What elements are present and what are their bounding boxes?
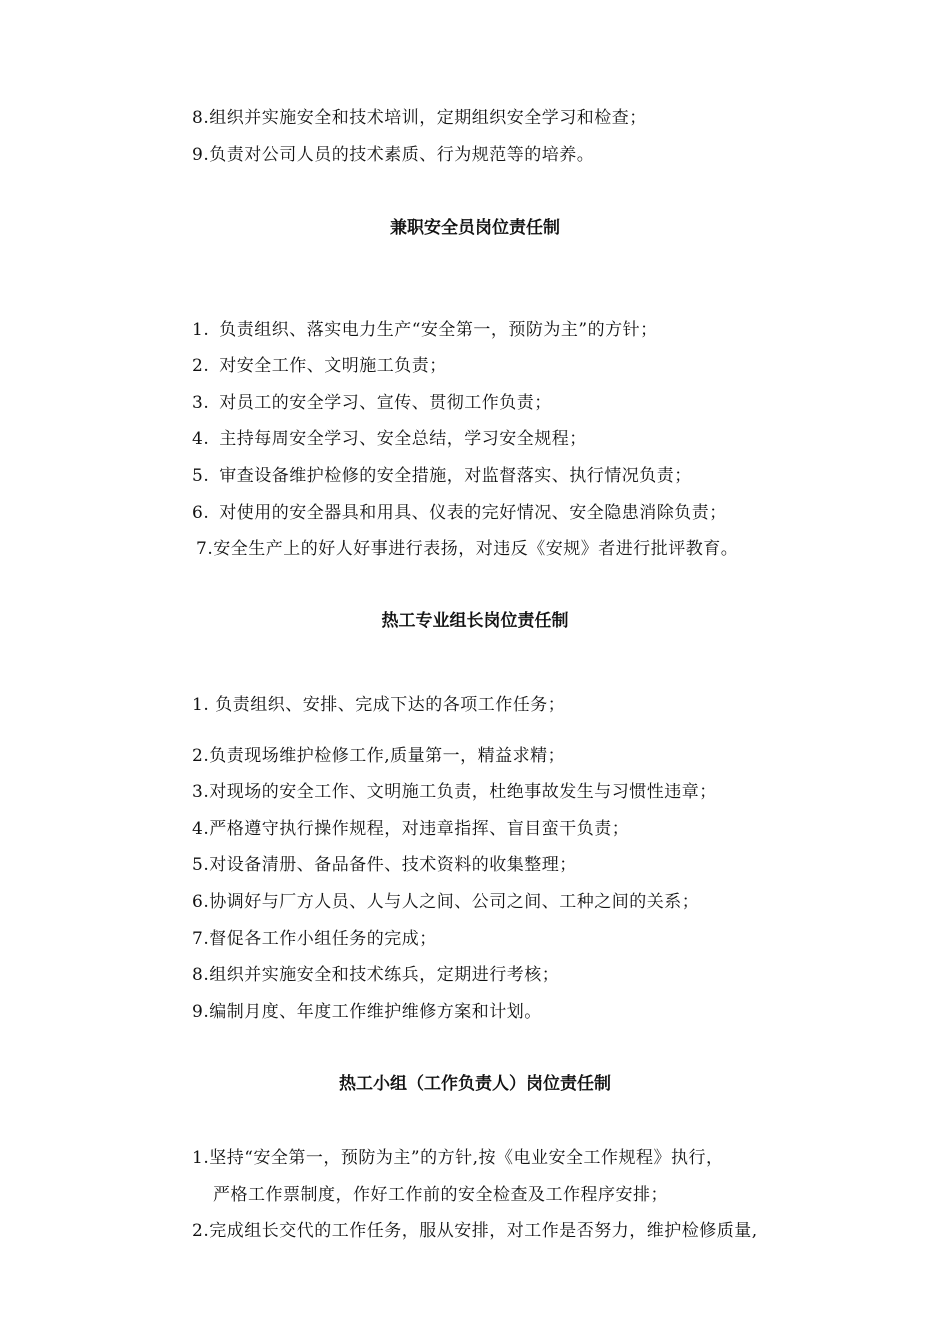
list-item xyxy=(192,694,565,716)
item-text: 对员工的安全学习、宣传、贯彻工作负责； xyxy=(219,393,552,413)
item-number: 5. xyxy=(192,855,210,875)
list-item xyxy=(192,1220,758,1242)
item-text: 负责组织、落实电力生产“安全第一，预防为主”的方针； xyxy=(219,320,658,340)
item-number: 1. xyxy=(192,1148,210,1168)
item-text: 协调好与厂方人员、人与人之间、公司之间、工种之间的关系； xyxy=(209,892,700,912)
list-item xyxy=(192,428,587,450)
item-number: 4. xyxy=(192,819,210,839)
item-text: 对现场的安全工作、文明施工负责，杜绝事故发生与习惯性违章； xyxy=(209,782,717,802)
list-item xyxy=(192,1001,542,1023)
item-number: 4. xyxy=(192,429,210,449)
item-text: 负责对公司人员的技术素质、行为规范等的培养。 xyxy=(209,145,595,165)
item-text: 负责现场维护检修工作,质量第一，精益求精； xyxy=(209,746,566,766)
item-number: 9. xyxy=(192,1002,210,1022)
list-item xyxy=(192,781,717,803)
item-number: 7. xyxy=(196,539,214,559)
list-item xyxy=(192,891,699,913)
list-item xyxy=(192,1147,724,1169)
item-number: 8. xyxy=(192,108,210,128)
list-item xyxy=(192,465,692,487)
item-text: 安全生产上的好人好事进行表扬，对违反《安规》者进行批评教育。 xyxy=(213,539,739,559)
list-item xyxy=(192,854,577,876)
item-text: 督促各工作小组任务的完成； xyxy=(209,929,437,949)
item-text: 审查设备维护检修的安全措施，对监督落实、执行情况负责； xyxy=(219,466,692,486)
list-item xyxy=(192,964,559,986)
list-item xyxy=(192,928,437,950)
item-text: 负责组织、安排、完成下达的各项工作任务； xyxy=(215,695,566,715)
section-title: 热工专业组长岗位责任制 xyxy=(381,611,569,631)
list-item xyxy=(192,355,447,377)
list-item xyxy=(192,319,658,341)
item-number: 2. xyxy=(192,356,210,376)
item-number: 8. xyxy=(192,965,210,985)
item-number: 6. xyxy=(192,892,210,912)
item-text: 主持每周安全学习、安全总结，学习安全规程； xyxy=(219,429,587,449)
list-item xyxy=(192,745,565,767)
item-number: 3. xyxy=(192,393,210,413)
item-text: 编制月度、年度工作维护维修方案和计划。 xyxy=(209,1002,542,1022)
list-item xyxy=(192,144,594,166)
list-item-continuation: 严格工作票制度，作好工作前的安全检查及工作程序安排； xyxy=(213,1185,668,1205)
item-text: 坚持“安全第一，预防为主”的方针,按《电业安全工作规程》执行， xyxy=(209,1148,724,1168)
item-text: 对使用的安全器具和用具、仪表的完好情况、安全隐患消除负责； xyxy=(219,503,727,523)
item-number: 6. xyxy=(192,503,210,523)
item-text: 组织并实施安全和技术培训，定期组织安全学习和检查； xyxy=(209,108,647,128)
item-text: 严格遵守执行操作规程，对违章指挥、盲目蛮干负责； xyxy=(209,819,630,839)
item-text: 组织并实施安全和技术练兵，定期进行考核； xyxy=(209,965,560,985)
item-number: 7. xyxy=(192,929,210,949)
list-item xyxy=(196,538,738,560)
item-text: 对设备清册、备品备件、技术资料的收集整理； xyxy=(209,855,577,875)
item-number: 1. xyxy=(192,320,210,340)
section-title: 热工小组（工作负责人）岗位责任制 xyxy=(339,1074,611,1094)
item-number: 2. xyxy=(192,746,210,766)
item-number: 3. xyxy=(192,782,210,802)
list-item xyxy=(192,502,727,524)
section-title: 兼职安全员岗位责任制 xyxy=(390,218,560,238)
item-text: 对安全工作、文明施工负责； xyxy=(219,356,447,376)
item-number: 1. xyxy=(192,695,210,715)
list-item xyxy=(192,107,647,129)
item-text: 完成组长交代的工作任务，服从安排，对工作是否努力，维护检修质量, xyxy=(209,1221,758,1241)
item-number: 9. xyxy=(192,145,210,165)
list-item xyxy=(192,392,552,414)
item-number: 5. xyxy=(192,466,210,486)
item-number: 2. xyxy=(192,1221,210,1241)
list-item xyxy=(192,818,629,840)
